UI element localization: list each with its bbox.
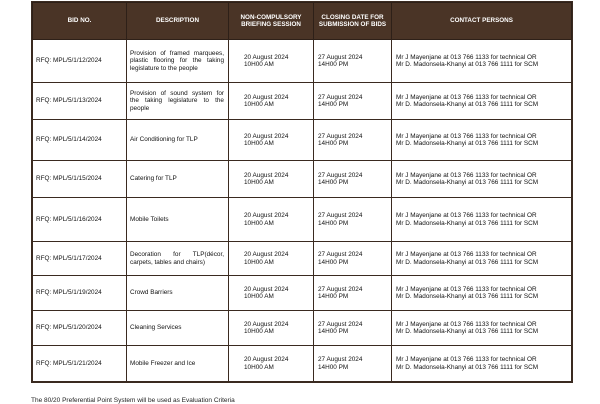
- description-cell: Provision of sound system for the taking legislature to the people: [127, 83, 229, 120]
- technical-contact: Mr J Mayenjane at 013 766 1133 for technical OR: [396, 356, 537, 364]
- briefing-time: 10H00 AM: [244, 101, 274, 108]
- briefing-cell: [229, 346, 314, 382]
- description-cell: Crowd Barriers: [127, 276, 229, 311]
- closing-date: 27 August 2024: [318, 171, 363, 179]
- description-cell: Mobile Freezer and Ice: [127, 346, 229, 382]
- scm-contact: Mr D. Madonsela-Khanyi at 013 766 1111 for SCM: [396, 140, 539, 147]
- table-row: [33, 346, 572, 382]
- closing-date: 27 August 2024: [318, 212, 363, 220]
- briefing-cell: [229, 40, 314, 83]
- briefing-date: 20 August 2024: [244, 320, 289, 328]
- contact-cell: [392, 83, 572, 120]
- briefing-time: 10H00 AM: [244, 363, 274, 371]
- closing-cell: [314, 198, 392, 242]
- closing-date: 27 August 2024: [318, 320, 363, 328]
- technical-contact: Mr J Mayenjane at 013 766 1133 for technical OR: [396, 132, 537, 140]
- briefing-date: 20 August 2024: [244, 285, 289, 293]
- evaluation-criteria-note: The 80/20 Preferential Point System will be used as Evaluation Criteria: [31, 397, 235, 404]
- table-row: [33, 276, 572, 311]
- closing-date: 27 August 2024: [318, 132, 363, 140]
- briefing-time: 10H00 AM: [244, 61, 274, 68]
- briefing-time: 10H00 AM: [244, 219, 274, 227]
- contact-cell: [392, 346, 572, 382]
- scm-contact: Mr D. Madonsela-Khanyi at 013 766 1111 for SCM: [396, 101, 539, 108]
- description-cell: Provision of framed marquees, plastic flooring for the taking legislature to the people: [127, 40, 229, 83]
- table-row: [33, 40, 572, 83]
- briefing-cell: [229, 83, 314, 120]
- description-cell: Air Conditioning for TLP: [127, 120, 229, 161]
- briefing-date: 20 August 2024: [244, 251, 289, 259]
- header-closing-date: CLOSING DATE FOR SUBMISSION OF BIDS: [314, 3, 392, 40]
- closing-time: 14H00 PM: [318, 219, 349, 227]
- table-row: [33, 242, 572, 276]
- technical-contact: Mr J Mayenjane at 013 766 1133 for technical OR: [396, 212, 537, 220]
- closing-time: 14H00 PM: [318, 328, 349, 335]
- briefing-date: 20 August 2024: [244, 356, 289, 364]
- scm-contact: Mr D. Madonsela-Khanyi at 013 766 1111 for SCM: [396, 328, 539, 335]
- contact-cell: [392, 161, 572, 198]
- briefing-time: 10H00 AM: [244, 179, 274, 186]
- contact-cell: [392, 120, 572, 161]
- bid-number-cell: RFQ: MPL/5/1/17/2024: [33, 242, 127, 276]
- closing-cell: [314, 40, 392, 83]
- closing-time: 14H00 PM: [318, 258, 349, 266]
- bids-table-container: [31, 1, 573, 383]
- scm-contact: Mr D. Madonsela-Khanyi at 013 766 1111 for SCM: [396, 258, 539, 266]
- scm-contact: Mr D. Madonsela-Khanyi at 013 766 1111 for SCM: [396, 61, 539, 68]
- scm-contact: Mr D. Madonsela-Khanyi at 013 766 1111 for SCM: [396, 219, 539, 227]
- briefing-date: 20 August 2024: [244, 171, 289, 179]
- closing-time: 14H00 PM: [318, 363, 349, 371]
- closing-date: 27 August 2024: [318, 356, 363, 364]
- description-cell: Cleaning Services: [127, 311, 229, 346]
- closing-time: 14H00 PM: [318, 140, 349, 147]
- closing-date: 27 August 2024: [318, 93, 363, 101]
- table-header-row: [33, 3, 572, 40]
- closing-cell: [314, 346, 392, 382]
- closing-time: 14H00 PM: [318, 293, 349, 300]
- bid-number-cell: RFQ: MPL/5/1/12/2024: [33, 40, 127, 83]
- closing-cell: [314, 276, 392, 311]
- bid-number-cell: RFQ: MPL/5/1/15/2024: [33, 161, 127, 198]
- table-row: [33, 161, 572, 198]
- table-row: [33, 198, 572, 242]
- closing-cell: [314, 242, 392, 276]
- technical-contact: Mr J Mayenjane at 013 766 1133 for technical OR: [396, 93, 537, 101]
- briefing-cell: [229, 242, 314, 276]
- header-briefing-session: NON-COMPULSORY BRIEFING SESSION: [229, 3, 314, 40]
- closing-cell: [314, 311, 392, 346]
- description-cell: Decoration for TLP(décor, carpets, tables and chairs): [127, 242, 229, 276]
- table-row: [33, 311, 572, 346]
- contact-cell: [392, 198, 572, 242]
- bid-number-cell: RFQ: MPL/5/1/13/2024: [33, 83, 127, 120]
- closing-time: 14H00 PM: [318, 179, 349, 186]
- closing-cell: [314, 120, 392, 161]
- description-cell: Catering for TLP: [127, 161, 229, 198]
- scm-contact: Mr D. Madonsela-Khanyi at 013 766 1111 for SCM: [396, 179, 539, 186]
- briefing-date: 20 August 2024: [244, 132, 289, 140]
- briefing-cell: [229, 311, 314, 346]
- closing-cell: [314, 161, 392, 198]
- table-row: [33, 120, 572, 161]
- briefing-time: 10H00 AM: [244, 293, 274, 300]
- technical-contact: Mr J Mayenjane at 013 766 1133 for technical OR: [396, 171, 537, 179]
- briefing-date: 20 August 2024: [244, 212, 289, 220]
- briefing-date: 20 August 2024: [244, 93, 289, 101]
- closing-date: 27 August 2024: [318, 251, 363, 259]
- contact-cell: [392, 311, 572, 346]
- briefing-cell: [229, 161, 314, 198]
- scm-contact: Mr D. Madonsela-Khanyi at 013 766 1111 for SCM: [396, 363, 539, 371]
- briefing-time: 10H00 AM: [244, 140, 274, 147]
- bid-number-cell: RFQ: MPL/5/1/14/2024: [33, 120, 127, 161]
- bid-number-cell: RFQ: MPL/5/1/19/2024: [33, 276, 127, 311]
- technical-contact: Mr J Mayenjane at 013 766 1133 for technical OR: [396, 53, 537, 61]
- technical-contact: Mr J Mayenjane at 013 766 1133 for technical OR: [396, 251, 537, 259]
- scm-contact: Mr D. Madonsela-Khanyi at 013 766 1111 for SCM: [396, 293, 539, 300]
- table-row: [33, 83, 572, 120]
- bid-number-cell: RFQ: MPL/5/1/21/2024: [33, 346, 127, 382]
- header-contact-persons: CONTACT PERSONS: [392, 3, 572, 40]
- bid-number-cell: RFQ: MPL/5/1/20/2024: [33, 311, 127, 346]
- closing-cell: [314, 83, 392, 120]
- briefing-cell: [229, 276, 314, 311]
- briefing-cell: [229, 198, 314, 242]
- description-cell: Mobile Toilets: [127, 198, 229, 242]
- bids-table: [32, 2, 572, 382]
- header-bid-no: BID NO.: [33, 3, 127, 40]
- header-description: DESCRIPTION: [127, 3, 229, 40]
- contact-cell: [392, 276, 572, 311]
- briefing-date: 20 August 2024: [244, 53, 289, 61]
- closing-time: 14H00 PM: [318, 101, 349, 108]
- closing-date: 27 August 2024: [318, 285, 363, 293]
- bid-number-cell: RFQ: MPL/5/1/16/2024: [33, 198, 127, 242]
- briefing-cell: [229, 120, 314, 161]
- briefing-time: 10H00 AM: [244, 258, 274, 266]
- contact-cell: [392, 40, 572, 83]
- closing-date: 27 August 2024: [318, 53, 363, 61]
- closing-time: 14H00 PM: [318, 61, 349, 68]
- briefing-time: 10H00 AM: [244, 328, 274, 335]
- technical-contact: Mr J Mayenjane at 013 766 1133 for technical OR: [396, 285, 537, 293]
- contact-cell: [392, 242, 572, 276]
- technical-contact: Mr J Mayenjane at 013 766 1133 for technical OR: [396, 320, 537, 328]
